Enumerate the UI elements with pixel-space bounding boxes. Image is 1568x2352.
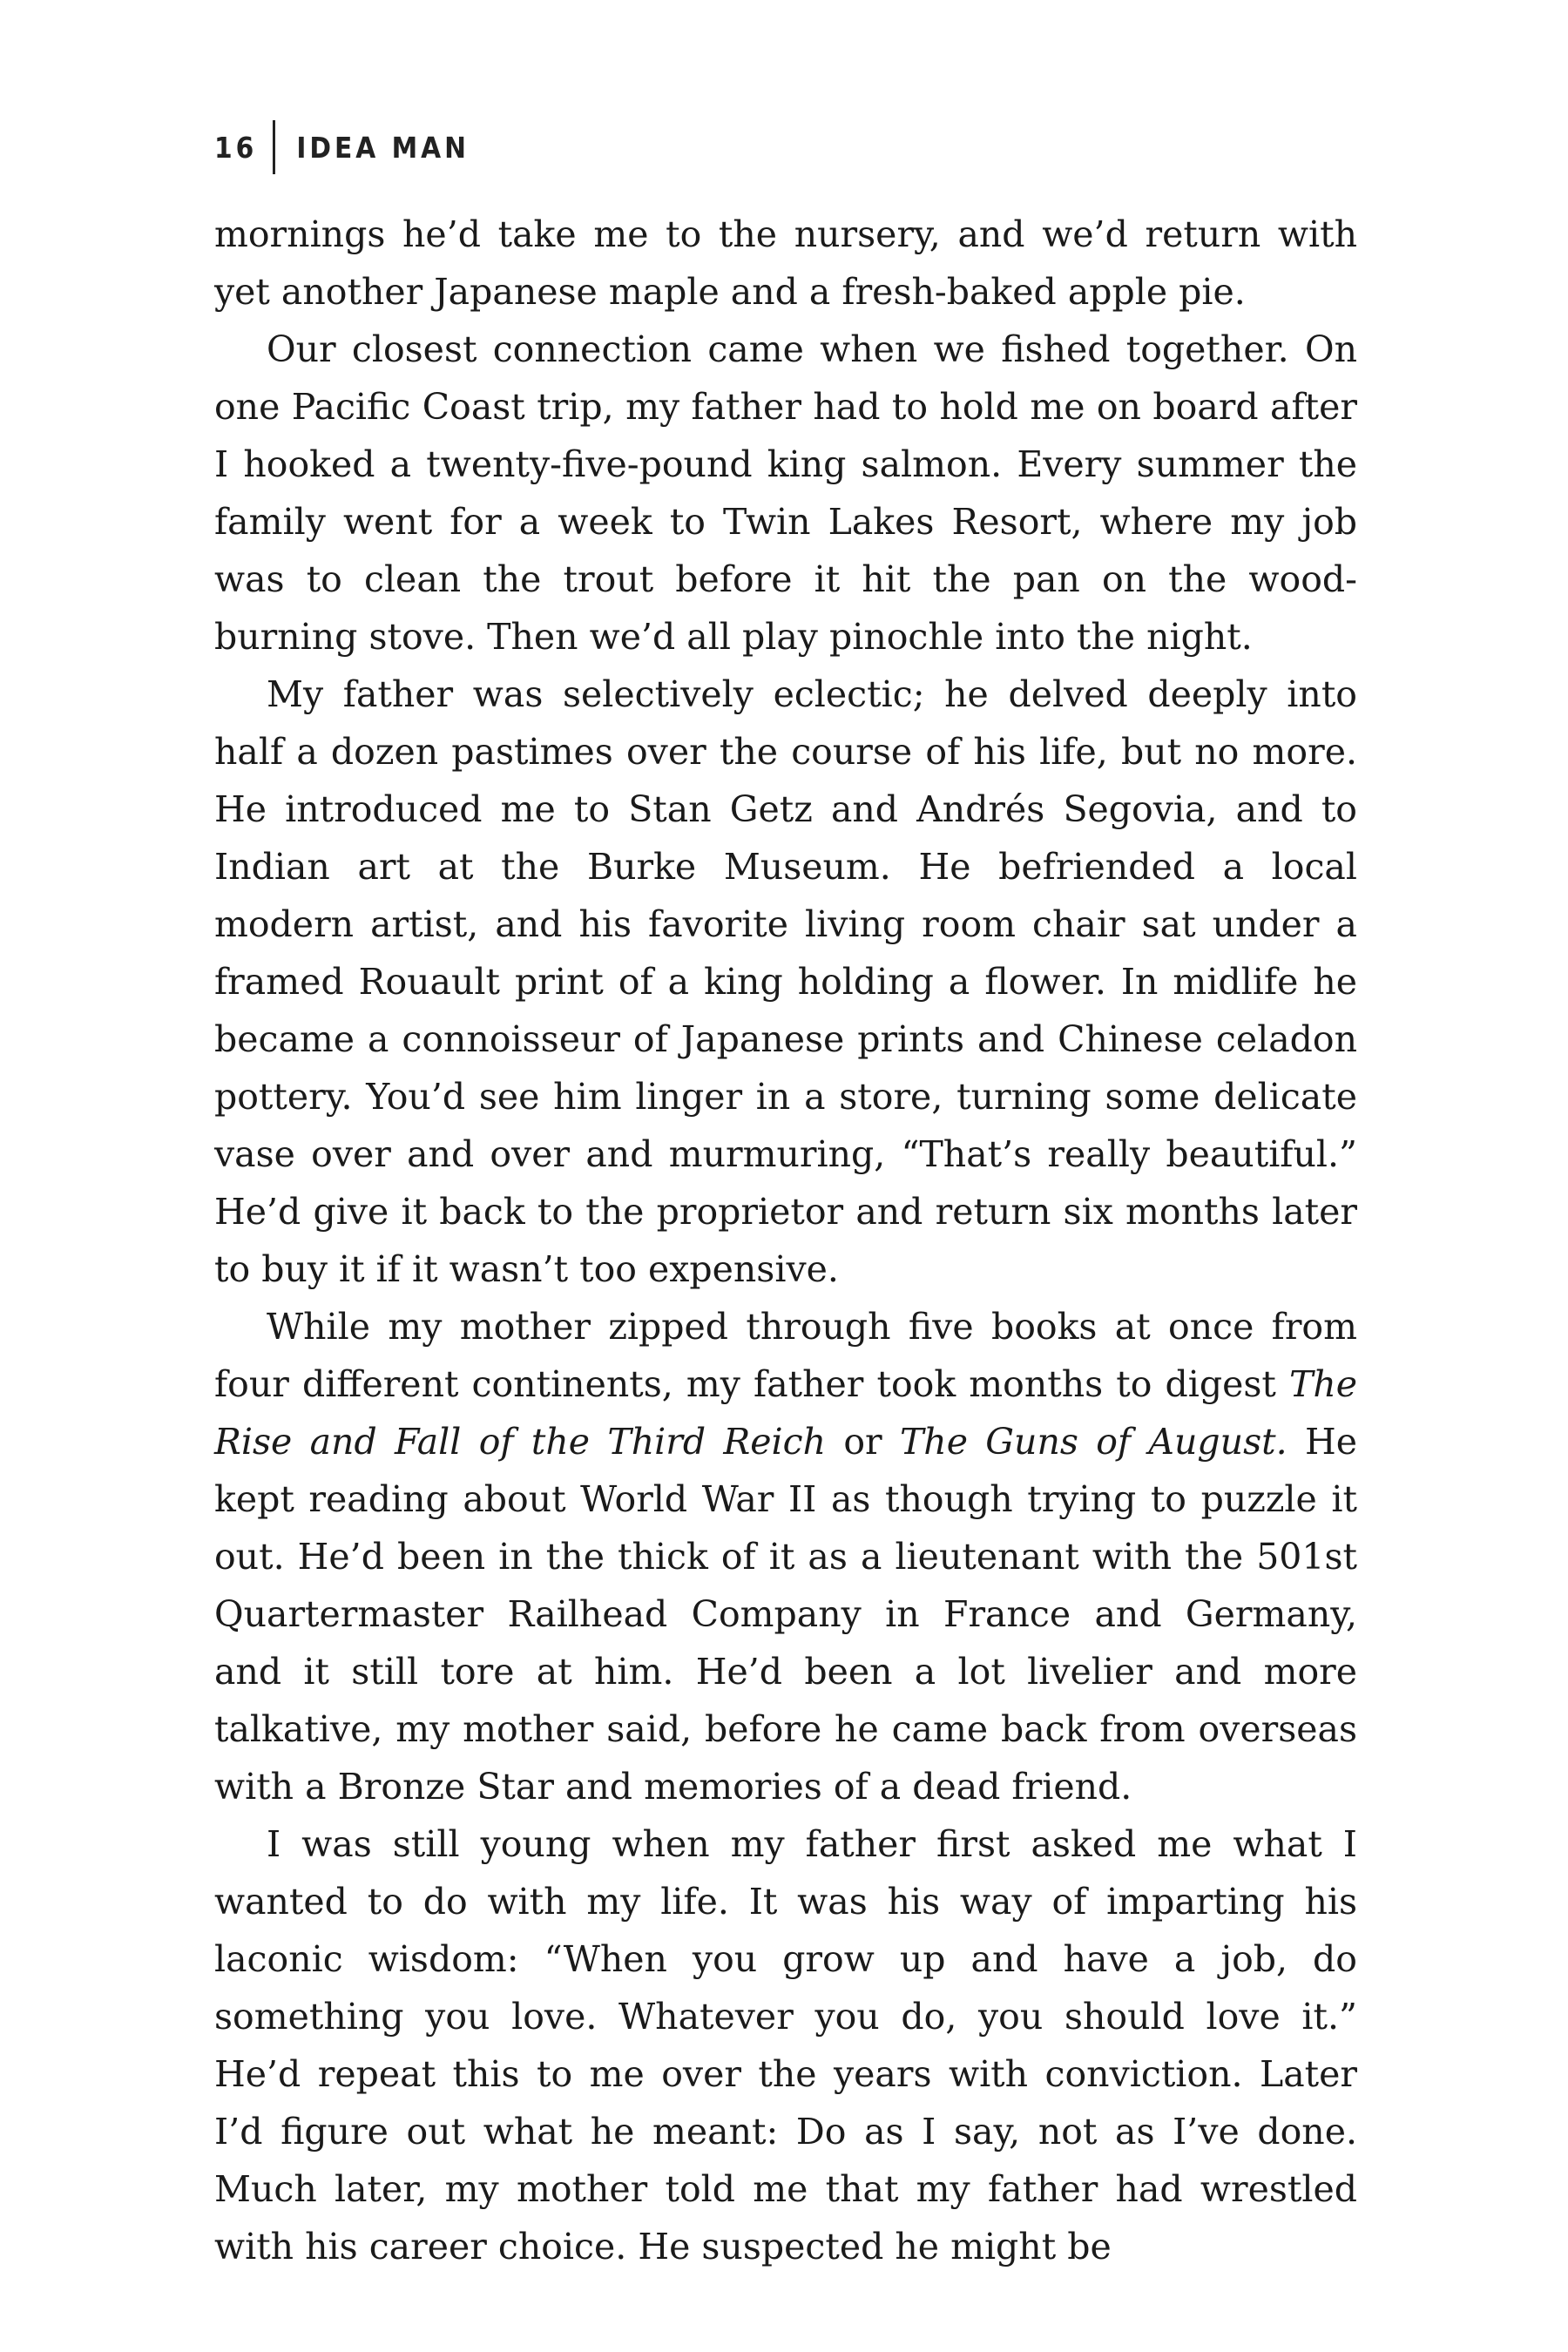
- book-title: IDEA MAN: [296, 130, 470, 165]
- paragraph-2: Our closest connection came when we fished together. On one Pacific Coast trip, my father had to hold me on board after I hooked a twenty-five-pound king salmon. Every summer the family went for a week to Twin Lakes Resort, where my job was to clean the trout before it hit the pan on the wood-burning stove. Then we’d all play pinochle into the night.: [214, 328, 1357, 658]
- paragraph-4: [214, 1298, 1357, 1815]
- text-segment: or: [826, 1421, 900, 1463]
- paragraph-3: My father was selectively eclectic; he delved deeply into half a dozen pastimes over the course of his life, but no more. He introduced me to Stan Getz and Andrés Segovia, and to Indian art at the Burke Museum. He befriended a local modern artist, and his favorite living room chair sat under a framed Rouault print of a king holding a flower. In midlife he became a connoisseur of Japanese prints and Chinese celadon pottery. You’d see him linger in a store, turning some delicate vase over and over and murmuring, “That’s really beautiful.” He’d give it back to the proprietor and return six months later to buy it if it wasn’t too expensive.: [214, 673, 1357, 1290]
- header-divider: [273, 120, 275, 174]
- body-text: [214, 206, 1357, 2275]
- running-head: [214, 120, 470, 174]
- book-title-italic: The Rise and Fall of the Third Reich: [214, 1363, 1357, 1463]
- page-number: 16: [214, 130, 258, 165]
- book-title-italic: The Guns of August.: [899, 1421, 1288, 1463]
- paragraph-1: mornings he’d take me to the nursery, and we’d return with yet another Japanese maple and a fresh-baked apple pie.: [214, 213, 1357, 313]
- text-segment: He kept reading about World War II as though trying to puzzle it out. He’d been in the thick of it as a lieutenant with the 501st Quartermaster Railhead Company in France and Germany, and it still tore at him. He’d been a lot livelier and more talkative, my mother said, before he came back from overseas with a Bronze Star and memories of a dead friend.: [214, 1421, 1357, 1808]
- text-segment: While my mother zipped through five books at once from four different continents, my father took months to digest: [214, 1306, 1357, 1405]
- paragraph-5: I was still young when my father first asked me what I wanted to do with my life. It was his way of imparting his laconic wisdom: “When you grow up and have a job, do something you love. Whatever you do, you should love it.” He’d repeat this to me over the years with conviction. Later I’d figure out what he meant: Do as I say, not as I’ve done. Much later, my mother told me that my father had wrestled with his career choice. He suspected he might be: [214, 1823, 1357, 2268]
